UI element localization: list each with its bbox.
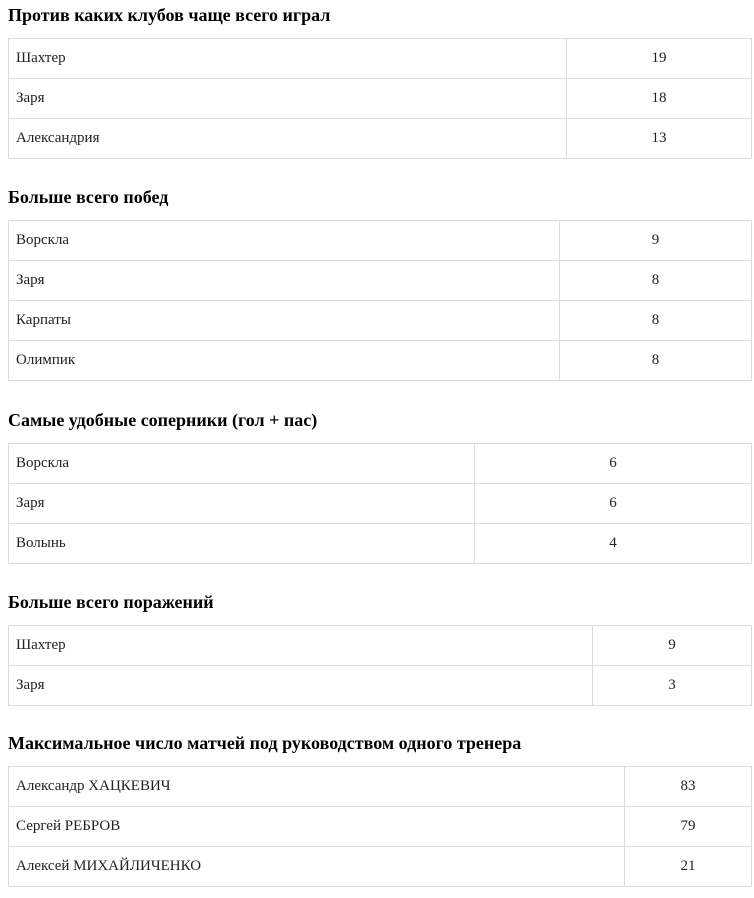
table-row [9, 221, 752, 261]
stats-table [8, 443, 752, 564]
table-row [9, 444, 752, 484]
club-name: Заря [9, 484, 475, 524]
section-title: Против каких клубов чаще всего играл [8, 5, 331, 25]
stats-table [8, 625, 752, 706]
section-favorite-opponents [8, 409, 751, 551]
table-row [9, 666, 752, 706]
stat-value: 21 [625, 847, 752, 887]
section-title: Больше всего поражений [8, 592, 214, 612]
stat-value: 18 [567, 79, 752, 119]
coach-name: Александр ХАЦКЕВИЧ [9, 767, 625, 807]
section-most-matches-under-coach [8, 732, 751, 874]
club-name: Карпаты [9, 301, 560, 341]
stat-value: 8 [560, 301, 752, 341]
section-most-losses [8, 591, 751, 693]
table-row [9, 119, 752, 159]
stat-value: 8 [560, 341, 752, 381]
stat-value: 13 [567, 119, 752, 159]
stat-value: 9 [593, 626, 752, 666]
club-name: Шахтер [9, 39, 567, 79]
club-name: Александрия [9, 119, 567, 159]
club-name: Ворскла [9, 221, 560, 261]
stat-value: 79 [625, 807, 752, 847]
stats-table [8, 38, 752, 159]
section-most-wins [8, 186, 751, 368]
stat-value: 83 [625, 767, 752, 807]
table-row [9, 341, 752, 381]
stat-value: 19 [567, 39, 752, 79]
table-row [9, 39, 752, 79]
table-row [9, 301, 752, 341]
table-row [9, 626, 752, 666]
stat-value: 3 [593, 666, 752, 706]
table-row [9, 79, 752, 119]
club-name: Заря [9, 261, 560, 301]
club-name: Волынь [9, 524, 475, 564]
table-row [9, 261, 752, 301]
club-name: Заря [9, 79, 567, 119]
table-row [9, 767, 752, 807]
stats-table [8, 220, 752, 381]
section-most-played-against [8, 4, 751, 146]
stat-value: 6 [475, 444, 752, 484]
section-title: Самые удобные соперники (гол + пас) [8, 410, 318, 430]
coach-name: Сергей РЕБРОВ [9, 807, 625, 847]
club-name: Заря [9, 666, 593, 706]
table-row [9, 524, 752, 564]
club-name: Шахтер [9, 626, 593, 666]
stat-value: 4 [475, 524, 752, 564]
club-name: Ворскла [9, 444, 475, 484]
stats-table [8, 766, 752, 887]
stat-value: 6 [475, 484, 752, 524]
stat-value: 9 [560, 221, 752, 261]
table-row [9, 484, 752, 524]
section-title: Максимальное число матчей под руководством одного тренера [8, 733, 522, 753]
stat-value: 8 [560, 261, 752, 301]
section-title: Больше всего побед [8, 187, 169, 207]
coach-name: Алексей МИХАЙЛИЧЕНКО [9, 847, 625, 887]
club-name: Олимпик [9, 341, 560, 381]
table-row [9, 847, 752, 887]
table-row [9, 807, 752, 847]
